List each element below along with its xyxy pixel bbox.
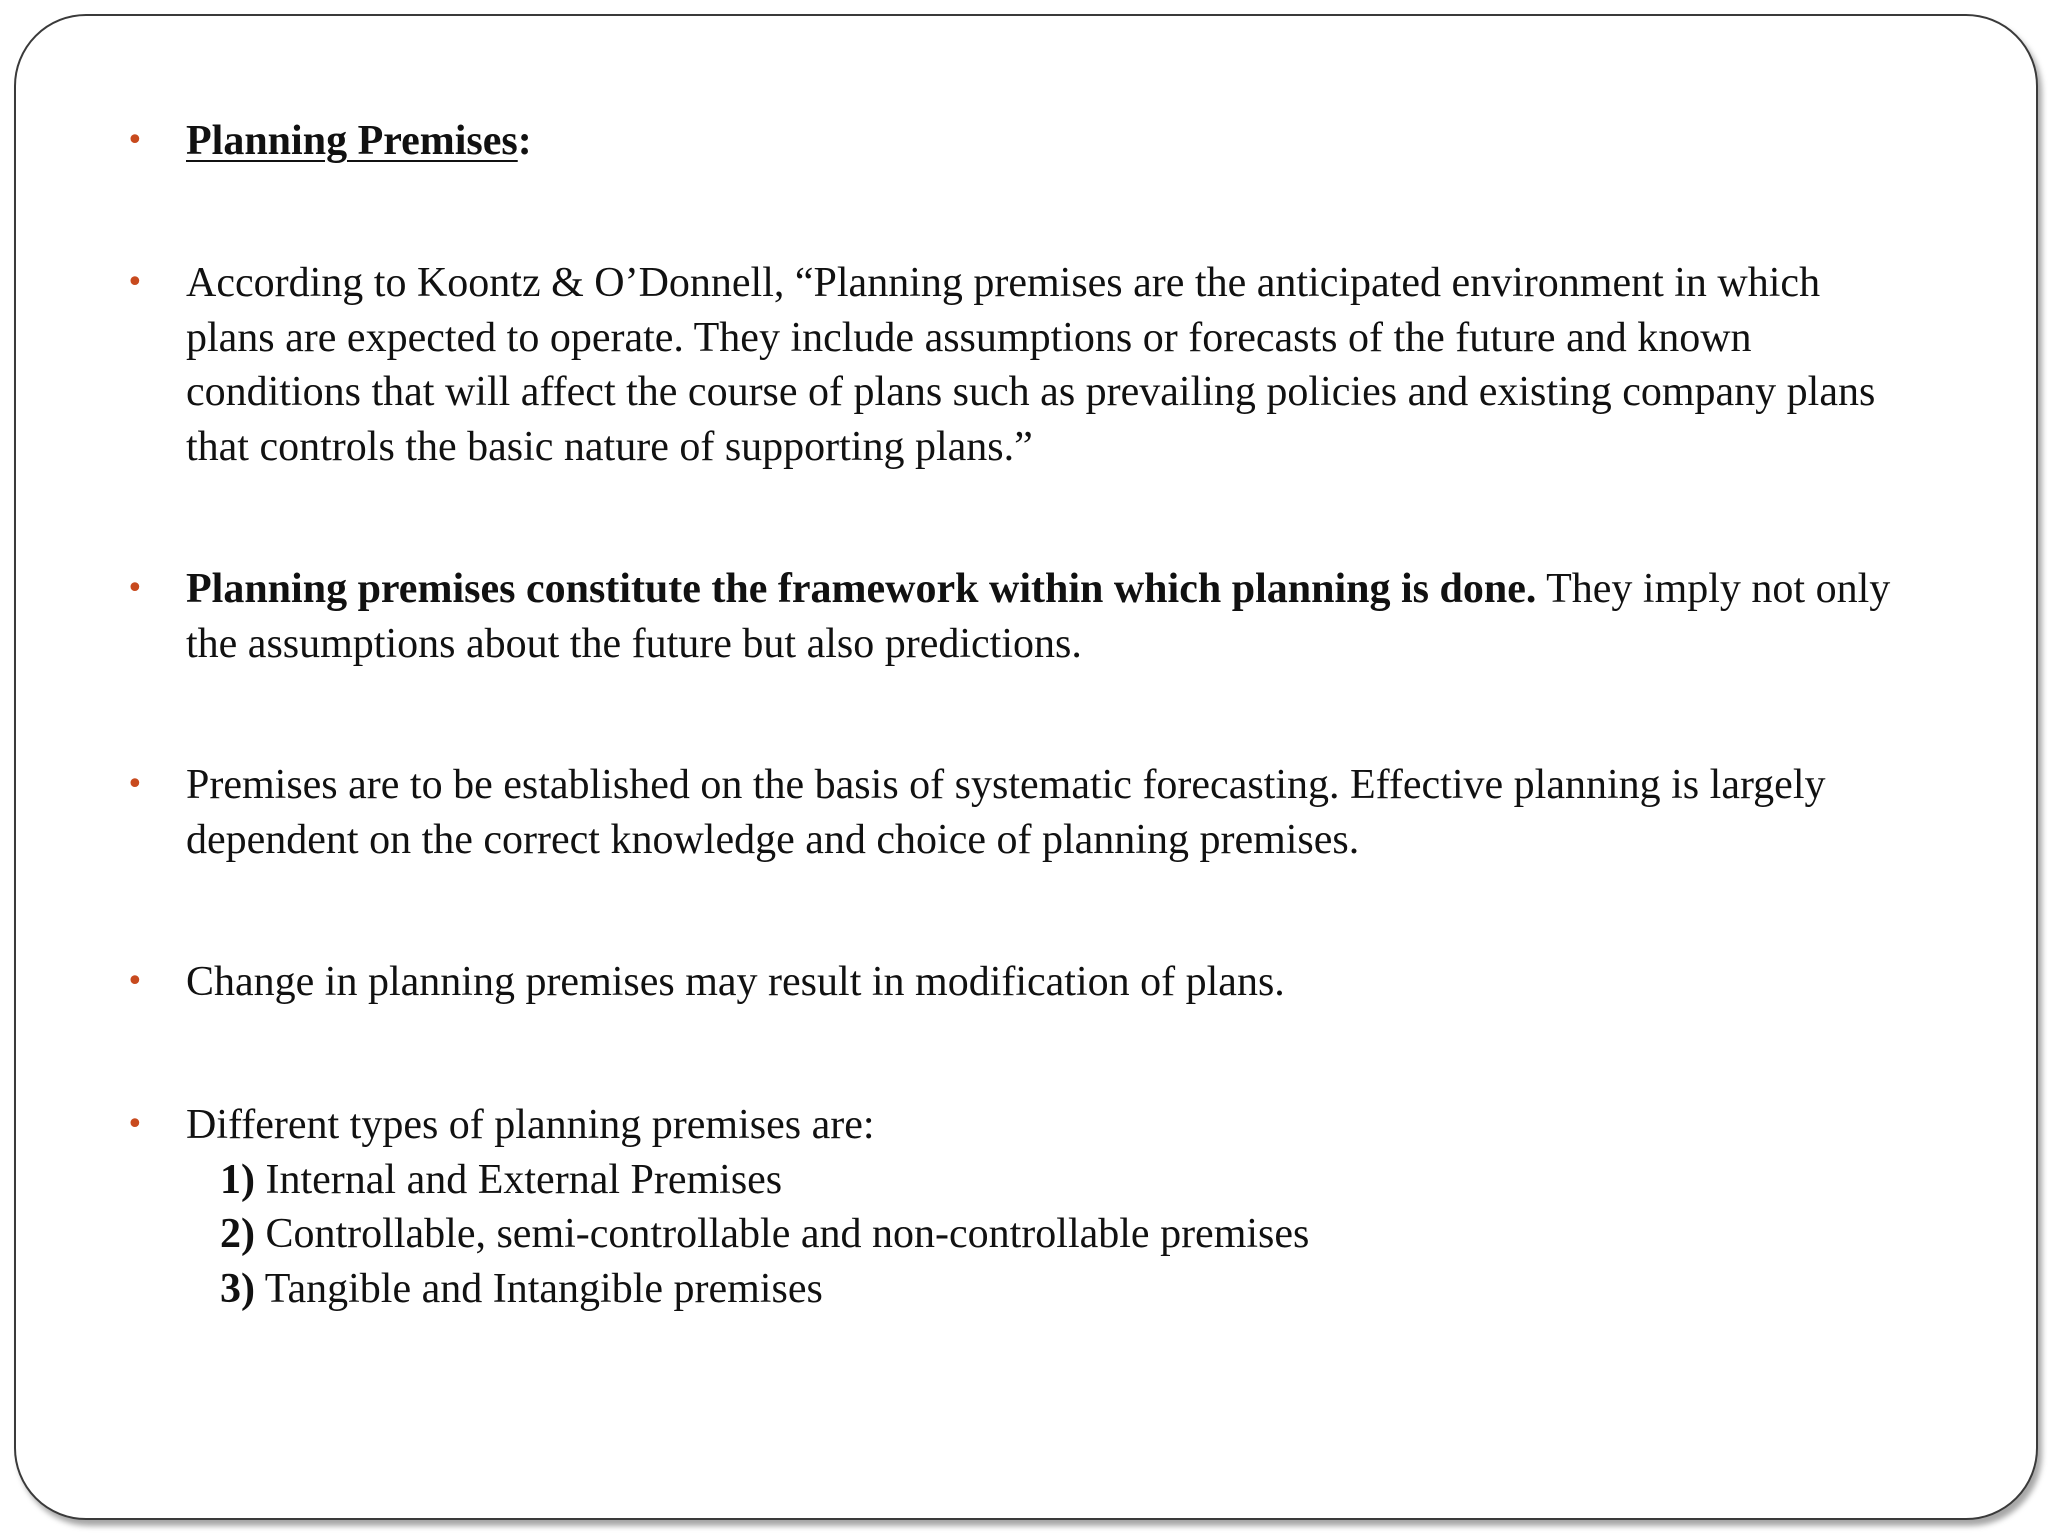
- bullet-item-title: [126, 114, 1906, 169]
- bullet-marker: •: [126, 265, 144, 300]
- premise-type-number: 3): [220, 1265, 255, 1312]
- slide-frame: [14, 14, 2038, 1520]
- premise-type-item: [220, 1262, 1906, 1317]
- slide-title: Planning Premises: [186, 118, 518, 164]
- bullet-marker: •: [126, 571, 144, 606]
- premise-type-label: Internal and External Premises: [255, 1156, 783, 1203]
- bullet-text: Premises are to be established on the basis of systematic forecasting. Effective planning is largely dependent on the correct knowledge and choice of planning premises.: [186, 762, 1826, 863]
- bullet-text: Change in planning premises may result in modification of plans.: [186, 959, 1285, 1005]
- premise-types-list: [186, 1153, 1906, 1317]
- bullet-marker: •: [126, 1107, 144, 1142]
- bullet-item-types: [126, 1098, 1906, 1316]
- bullet-bold-text: Planning premises constitute the framework within which planning is done.: [186, 566, 1537, 612]
- bullet-text: Different types of planning premises are:: [186, 1102, 875, 1148]
- premise-type-number: 2): [220, 1211, 255, 1257]
- premise-type-label: Tangible and Intangible premises: [255, 1265, 823, 1312]
- bullet-marker: •: [126, 767, 144, 802]
- premise-type-item: [220, 1207, 1906, 1262]
- bullet-text: They imply not only the assumptions about the future but also predictions.: [186, 566, 1891, 667]
- bullet-item-forecasting: [126, 758, 1906, 867]
- bullet-marker: •: [126, 964, 144, 999]
- bullet-item-change: [126, 955, 1906, 1010]
- premise-type-number: 1): [220, 1156, 255, 1203]
- slide-title-colon: :: [517, 118, 532, 164]
- premise-type-item: [220, 1153, 1906, 1208]
- bullet-item-definition: [126, 256, 1906, 474]
- bullet-text: According to Koontz & O’Donnell, “Planning premises are the anticipated environment in which plans are expected to operate. They include assumptions or forecasts of the future and known conditions that will affect the course of plans such as prevailing policies and existing company plans that controls the basic nature of supporting plans.”: [186, 260, 1876, 470]
- premise-type-label: Controllable, semi-controllable and non-controllable premises: [255, 1211, 1310, 1257]
- bullet-marker: •: [126, 123, 144, 158]
- bullet-item-framework: [126, 562, 1906, 671]
